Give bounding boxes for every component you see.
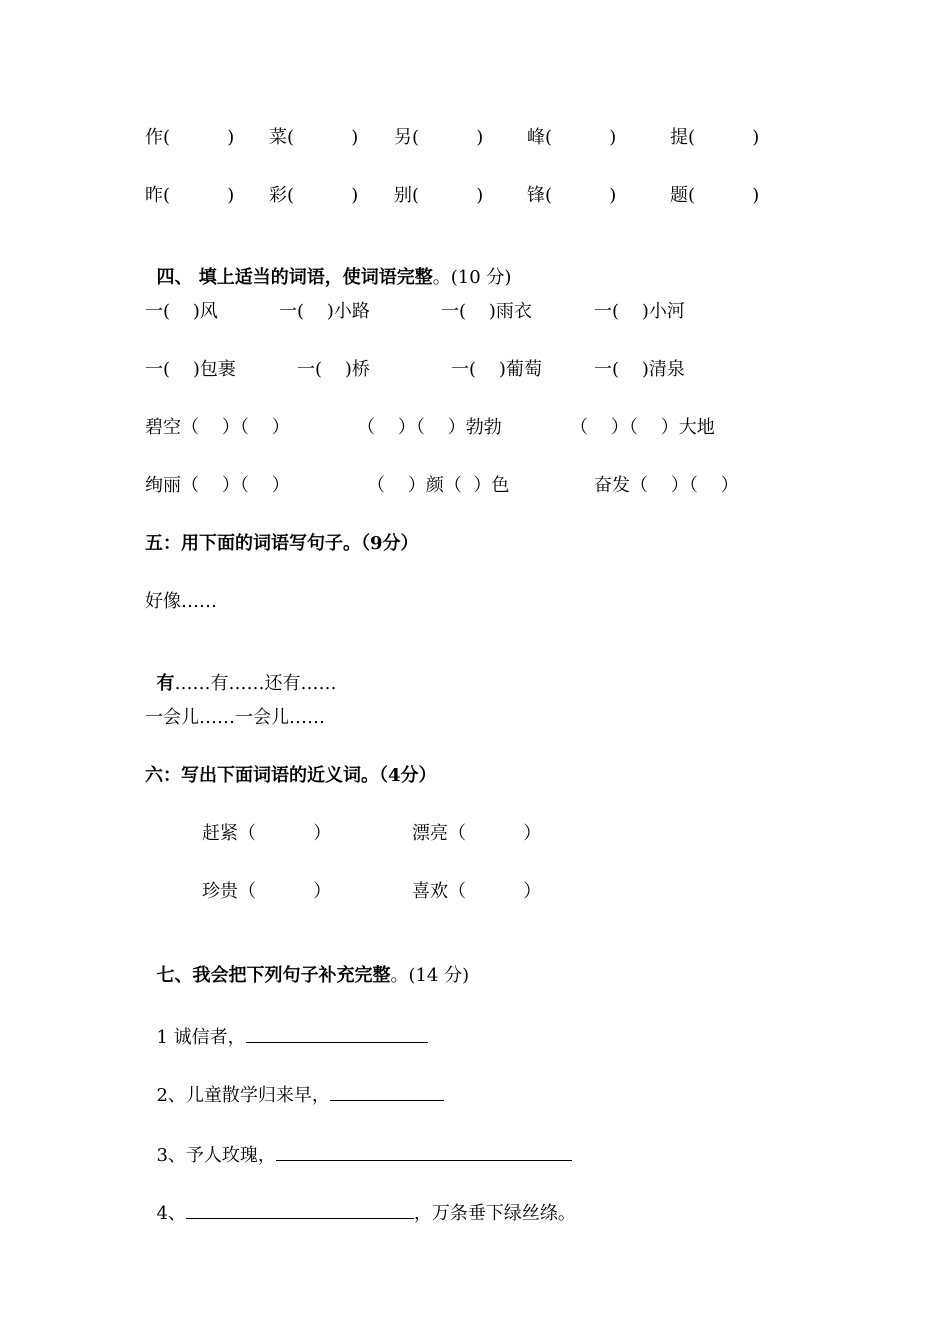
answer-blank-3[interactable] (276, 1142, 572, 1161)
section3-char-9: 锋( ) (527, 185, 617, 206)
section3-char-5: 提( ) (670, 127, 760, 148)
section5-item-2-rest: ……有……还有…… (174, 673, 337, 694)
section7-sentence-1 (145, 1000, 428, 1050)
section4-r3-c2: （ ）（ ）勃勃 (357, 417, 502, 438)
section5-heading: 五：用下面的词语写句子。（9分） (145, 533, 419, 554)
section3-char-7: 彩( ) (269, 185, 359, 206)
section4-heading-bold: 四、 填上适当的词语，使词语完整 (156, 267, 433, 288)
section7-heading-rest: 。(14 分) (390, 965, 470, 986)
section7-sentence-3-text: 3、予人玫瑰， (156, 1145, 276, 1166)
section5-item-2 (145, 648, 336, 696)
section3-char-10: 题( ) (670, 185, 760, 206)
section3-char-6: 昨( ) (145, 185, 235, 206)
section4-r1-c4: 一( )小河 (594, 301, 685, 322)
section3-char-1: 作( ) (145, 127, 235, 148)
section4-r3-c3: （ ）（ ）大地 (570, 417, 715, 438)
section3-char-2: 菜( ) (269, 127, 359, 148)
section7-sentence-1-text: 1 诚信者， (156, 1027, 246, 1048)
section5-item-3: 一会儿……一会儿…… (145, 707, 325, 728)
section7-heading-bold: 七、我会把下列句子补充完整 (156, 965, 391, 986)
section6-item-4: 喜欢（ ） (412, 881, 542, 902)
section4-r2-c4: 一( )清泉 (594, 359, 685, 380)
section5-item-2-bold: 有 (156, 673, 175, 694)
section4-r1-c2: 一( )小路 (279, 301, 370, 322)
section3-char-4: 峰( ) (527, 127, 617, 148)
section6-item-1: 赶紧（ ） (202, 823, 332, 844)
section4-r2-c1: 一( )包裹 (145, 359, 236, 380)
section7-heading (145, 940, 469, 988)
section4-heading (145, 242, 511, 290)
section7-sentence-4-prefix: 4、 (156, 1203, 186, 1224)
section7-sentence-4 (145, 1176, 576, 1226)
section4-r1-c3: 一( )雨衣 (441, 301, 532, 322)
section6-item-2: 漂亮（ ） (412, 823, 542, 844)
section6-heading: 六：写出下面词语的近义词。（4分） (145, 765, 437, 786)
answer-blank-1[interactable] (246, 1024, 428, 1043)
section4-r2-c3: 一( )葡萄 (451, 359, 542, 380)
section3-char-8: 别( ) (394, 185, 484, 206)
section6-item-3: 珍贵（ ） (202, 881, 332, 902)
section4-r4-c2: （ ）颜（ ）色 (367, 475, 510, 496)
section4-heading-rest: 。(10 分) (432, 267, 512, 288)
answer-blank-4[interactable] (186, 1200, 414, 1219)
section7-sentence-2-text: 2、儿童散学归来早， (156, 1085, 330, 1106)
section4-r4-c3: 奋发（ ）（ ） (594, 475, 739, 496)
section5-item-1: 好像…… (145, 591, 217, 612)
answer-blank-2[interactable] (330, 1082, 444, 1101)
section4-r3-c1: 碧空（ ）（ ） (145, 417, 290, 438)
section4-r1-c1: 一( )风 (145, 301, 218, 322)
section4-r4-c1: 绚丽（ ）（ ） (145, 475, 290, 496)
section7-sentence-2 (145, 1058, 444, 1108)
section3-char-3: 另( ) (394, 127, 484, 148)
section4-r2-c2: 一( )桥 (297, 359, 370, 380)
section7-sentence-3 (145, 1118, 572, 1168)
section7-sentence-4-suffix: ，万条垂下绿丝绦。 (413, 1203, 576, 1224)
